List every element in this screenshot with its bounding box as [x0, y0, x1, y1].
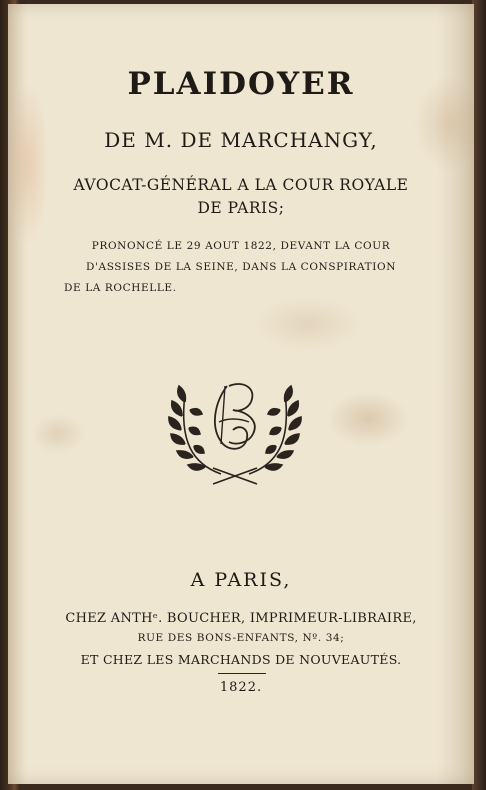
pronounced-line-2: D'ASSISES DE LA SEINE, DANS LA CONSPIRATION — [86, 261, 396, 273]
publisher-line-2: RUE DES BONS-ENFANTS, Nº. 34; — [137, 632, 345, 644]
imprint-rule — [218, 673, 266, 674]
document-title: PLAIDOYER — [127, 66, 355, 102]
book-binding-edge — [472, 0, 486, 790]
publisher-line-3: ET CHEZ LES MARCHANDS DE NOUVEAUTÉS. — [80, 652, 402, 667]
office-line-1: AVOCAT-GÉNÉRAL A LA COUR ROYALE — [73, 176, 409, 194]
imprint-year: 1822. — [219, 680, 263, 695]
pronounced-line-3: DE LA ROCHELLE. — [64, 282, 177, 294]
publisher-line-1: CHEZ ANTHᵉ. BOUCHER, IMPRIMEUR-LIBRAIRE, — [65, 611, 417, 626]
author-line: DE M. DE MARCHANGY, — [104, 128, 378, 152]
imprint-city: A PARIS, — [190, 569, 292, 591]
office-line-2: DE PARIS; — [197, 199, 285, 217]
laurel-wreath-monogram-icon — [163, 372, 307, 490]
title-page — [8, 4, 474, 784]
pronounced-line-1: PRONONCÉ LE 29 AOUT 1822, DEVANT LA COUR — [91, 240, 391, 252]
